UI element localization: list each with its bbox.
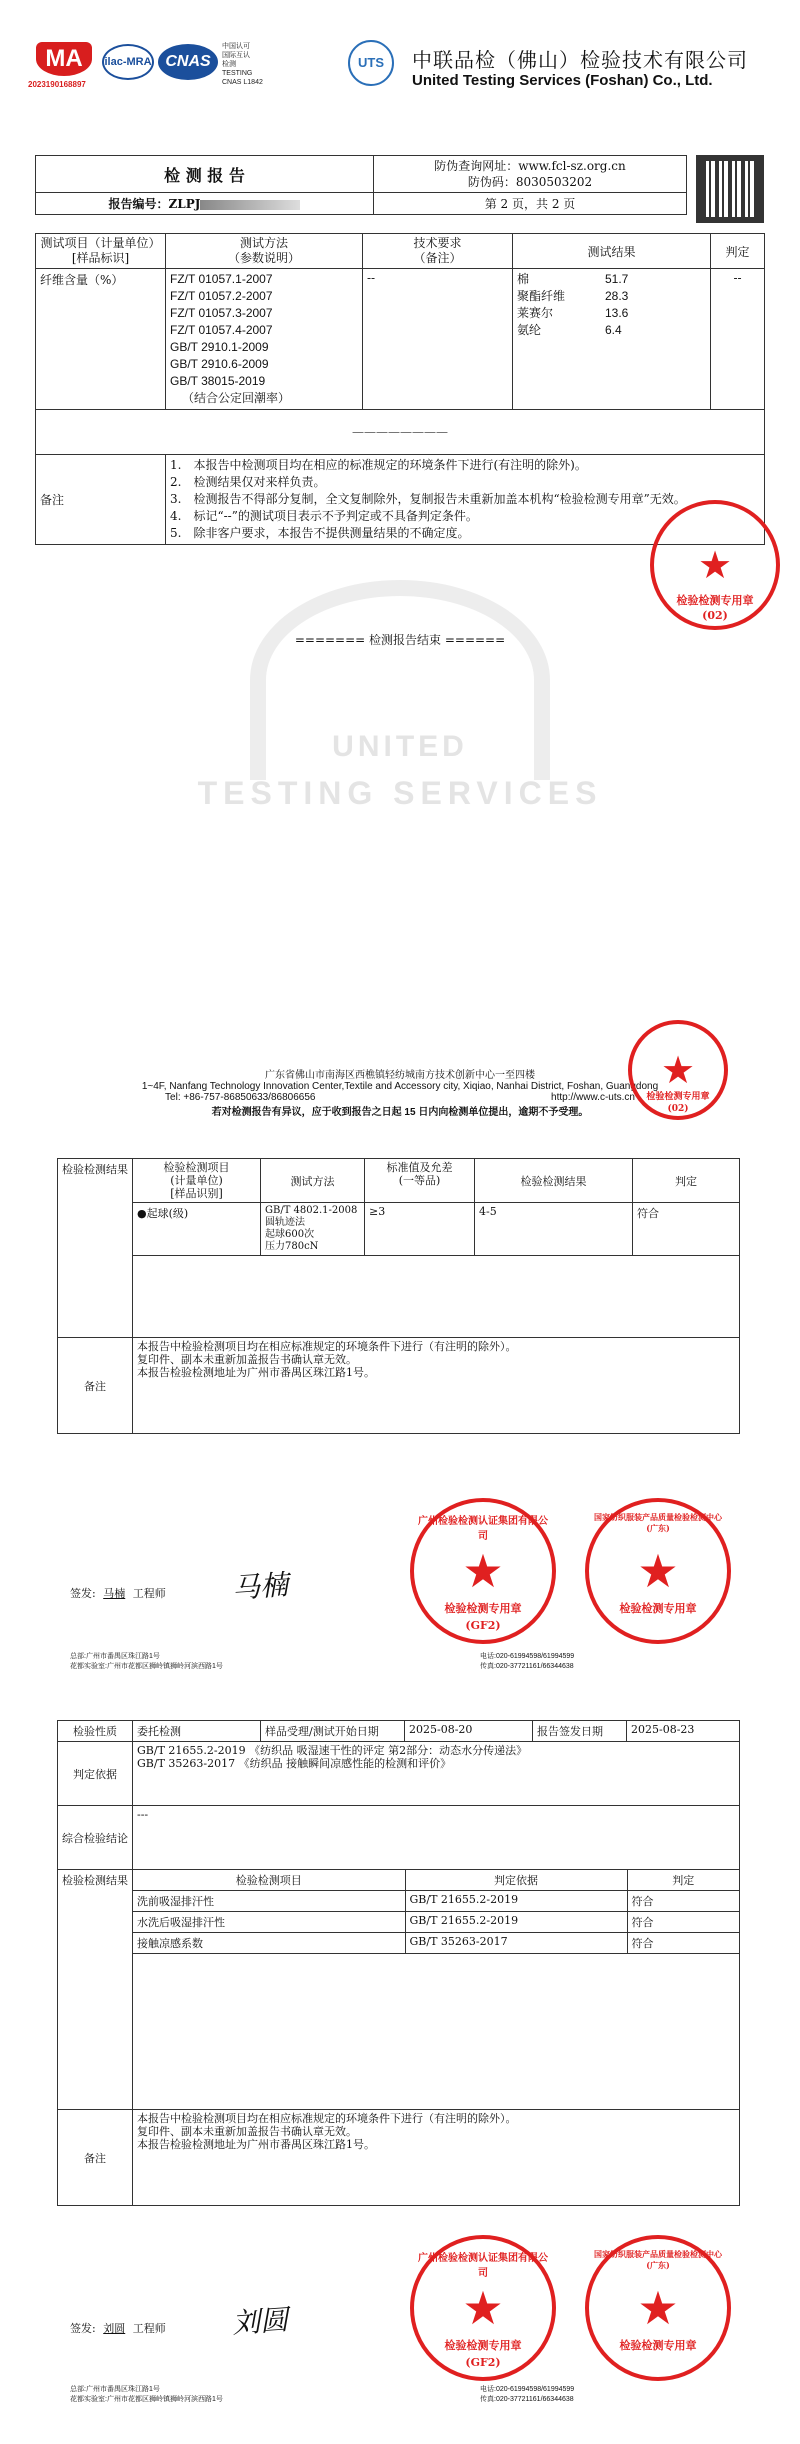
ilac-mra-logo: ilac-MRA — [102, 44, 154, 80]
report2-footer: 总部:广州市番禺区珠江路1号 电话:020-61994598/61994599 花都实验室:广州市花都区狮岭镇狮岭河滨西路1号 传真:020-37721161/66344638 — [70, 1653, 575, 1670]
report2-result: 4-5 — [475, 1203, 633, 1256]
report2-seal-2: 国家纺织服装产品质量检验检测中心(广东) ★ 检验检测专用章 — [585, 1498, 731, 1644]
report1-table — [35, 233, 765, 545]
report1-remarks-row — [36, 455, 765, 545]
report3-basis-row: 判定依据 GB/T 21655.2-2019 《纺织品 吸湿速干性的评定 第2部分：动态水分传递法》 GB/T 35263-2017 《纺织品 接触瞬间凉感性能的检测和评价》 — [58, 1742, 740, 1806]
report1-req: -- — [363, 269, 513, 410]
header — [0, 0, 800, 110]
report1-title: 检 测 报 告 — [36, 156, 374, 193]
report3-remarks-row: 备注 本报告中检验检测项目均在相应标准规定的环境条件下进行（有注明的除外）。 复印件、副本未重新加盖报告书确认章无效。 本报告检验检测地址为广州市番禺区珠江路1号。 — [58, 2110, 740, 2206]
report2-table — [57, 1158, 740, 1434]
report1-remarks-label: 备注 — [36, 455, 166, 545]
star-icon: ★ — [637, 2281, 679, 2335]
footer1-contact: Tel: +86-757-86850633/86806656 http://www.c-uts.cn — [165, 1092, 635, 1103]
report2-data-row — [58, 1203, 740, 1256]
report2-remarks: 本报告中检验检测项目均在相应标准规定的环境条件下进行（有注明的除外）。 复印件、副本未重新加盖报告书确认章无效。 本报告检验检测地址为广州市番禺区珠江路1号。 — [133, 1338, 740, 1434]
report1-verify: 防伪查询网址：www.fcl-sz.org.cn 防伪码：8030503202 — [374, 156, 687, 193]
report1-seal: ★ 检验检测专用章 (02) — [650, 500, 780, 630]
table-row: 接触凉感系数 GB/T 35263-2017 符合 — [133, 1933, 739, 1954]
watermark-testing: TESTING SERVICES — [197, 775, 603, 811]
report3-conclusion-row: 综合检验结论 --- — [58, 1806, 740, 1870]
qr-code — [696, 155, 764, 223]
star-icon: ★ — [462, 1544, 504, 1598]
report3-basis: GB/T 21655.2-2019 《纺织品 吸湿速干性的评定 第2部分：动态水分传递法》 GB/T 35263-2017 《纺织品 接触瞬间凉感性能的检测和评价》 — [133, 1742, 740, 1806]
result-row: 棉 51.7 — [517, 272, 629, 286]
report3-results-row: 检验检测结果 检验检测项目 判定依据 判定 洗前吸湿排汗性 GB/T 21655.2-2019 符合 水洗后吸湿排汗性 GB/T 21655.2-2019 符合 接触凉感系数 GB/T 35263-2017 符合 — [58, 1870, 740, 2110]
report2-seal-1: 广州检验检测认证集团有限公司 ★ 检验检测专用章 (GF2) — [410, 1498, 556, 1644]
ma-logo: MA — [36, 42, 92, 76]
report1-end: ======= 检测报告结束 ====== — [294, 633, 506, 647]
footer1-seal: ★ 检验检测专用章 (02) — [628, 1020, 728, 1120]
report1-item: 纤维含量（%） — [36, 269, 166, 410]
star-icon: ★ — [660, 1048, 696, 1092]
redacted-block — [200, 200, 300, 210]
report1-judge: -- — [711, 269, 765, 410]
report2-header-row: 检验检测结果 检验检测项目 (计量单位) [样品识别] 测试方法 标准值及允差 (一等品) 检验检测结果 判定 — [58, 1159, 740, 1203]
footer1-notice: 若对检测报告有异议，应于收到报告之日起 15 日内向检测单位提出，逾期不予受理。 — [211, 1107, 589, 1118]
table-row: 洗前吸湿排汗性 GB/T 21655.2-2019 符合 — [133, 1891, 739, 1912]
report2-result-label: 检验检测结果 — [58, 1159, 133, 1338]
report3-results-table: 检验检测项目 判定依据 判定 洗前吸湿排汗性 GB/T 21655.2-2019 符合 水洗后吸湿排汗性 GB/T 21655.2-2019 符合 接触凉感系数 GB/T 35263-2017 符合 — [133, 1870, 739, 1954]
result-row: 莱赛尔 13.6 — [517, 306, 629, 320]
report2-std: ≥3 — [365, 1203, 475, 1256]
report3-signer: 签发: 刘圆 工程师 — [70, 2322, 166, 2335]
cnas-logo: CNAS — [158, 44, 218, 80]
star-icon: ★ — [697, 543, 733, 587]
footer1-address-cn: 广东省佛山市南海区西樵镇轻纺城南方技术创新中心一至四楼 — [265, 1070, 535, 1081]
report2-blank-row — [58, 1256, 740, 1338]
report3-table — [57, 1720, 740, 2206]
ma-number: 2023190168897 — [28, 80, 86, 89]
cnas-text: 中国认可 国际互认 检测 TESTING CNAS L1842 — [222, 43, 263, 86]
report1-results — [513, 269, 711, 410]
report1-blank-line: ———————— — [36, 410, 765, 455]
report3-seal-2: 国家纺织服装产品质量检验检测中心(广东) ★ 检验检测专用章 — [585, 2235, 731, 2381]
report2-signer: 签发: 马楠 工程师 — [70, 1587, 166, 1600]
result-row: 聚酯纤维 28.3 — [517, 289, 629, 303]
report1-report-no: 报告编号：ZLPJ — [36, 193, 374, 215]
table-row: 水洗后吸湿排汗性 GB/T 21655.2-2019 符合 — [133, 1912, 739, 1933]
uts-logo: UTS — [348, 40, 394, 86]
report3-remarks: 本报告中检验检测项目均在相应标准规定的环境条件下进行（有注明的除外）。 复印件、副本未重新加盖报告书确认章无效。 本报告检验检测地址为广州市番禺区珠江路1号。 — [133, 2110, 740, 2206]
footer1-address-en: 1~4F, Nanfang Technology Innovation Center,Textile and Accessory city, Xiqiao, Nanhai District, Foshan, Guangdong — [141, 1081, 659, 1092]
watermark-united: UNITED — [332, 730, 468, 763]
report1-blank-row — [36, 410, 765, 455]
company-name-en: United Testing Services (Foshan) Co., Ltd. — [412, 72, 713, 89]
report1-header-row: 测试项目（计量单位） [样品标识] 测试方法 （参数说明） 技术要求 （备注） 测试结果 判定 — [36, 234, 765, 269]
report1-title-table — [35, 155, 687, 215]
report3-signature: 刘圆 — [231, 2303, 290, 2340]
report3-nature-row: 检验性质 委托检测 样品受理/测试开始日期 2025-08-20 报告签发日期 2025-08-23 — [58, 1721, 740, 1742]
company-name-cn: 中联品检（佛山）检验技术有限公司 — [412, 50, 748, 72]
report3-footer: 总部:广州市番禺区珠江路1号 电话:020-61994598/61994599 花都实验室:广州市花都区狮岭镇狮岭河滨西路1号 传真:020-37721161/66344638 — [70, 2386, 575, 2403]
report2-item: ●起球(级) — [133, 1203, 261, 1256]
report2-remarks-label: 备注 — [58, 1338, 133, 1434]
report2-judge: 符合 — [633, 1203, 740, 1256]
star-icon: ★ — [637, 1544, 679, 1598]
report1-methods: FZ/T 01057.1-2007 FZ/T 01057.2-2007 FZ/T 01057.3-2007 FZ/T 01057.4-2007 GB/T 2910.1-2009 GB/T 2910.6-2009 GB/T 38015-2019 （结合公定回潮率） — [166, 269, 363, 410]
report1-remarks: 1. 本报告中检测项目均在相应的标准规定的环境条件下进行(有注明的除外)。 2. 检测结果仅对来样负责。 3. 检测报告不得部分复制，全文复制除外，复制报告未重新加盖本机构“检验检测专用章”无效。 4. 标记“--”的测试项目表示不予判定或不具备判定条件。 5. 除非客户要求，本报告不提供测量结果的不确定度。 — [166, 455, 765, 545]
star-icon: ★ — [462, 2281, 504, 2335]
report3-seal-1: 广州检验检测认证集团有限公司 ★ 检验检测专用章 (GF2) — [410, 2235, 556, 2381]
report1-data-row — [36, 269, 765, 410]
report2-signature: 马楠 — [231, 1568, 290, 1605]
report2-method: GB/T 4802.1-2008 圆轨迹法 起球600次 压力780cN — [261, 1203, 365, 1256]
report1-page-info: 第 2 页，共 2 页 — [374, 193, 687, 215]
report2-remarks-row — [58, 1338, 740, 1434]
result-row: 氨纶 6.4 — [517, 323, 622, 337]
